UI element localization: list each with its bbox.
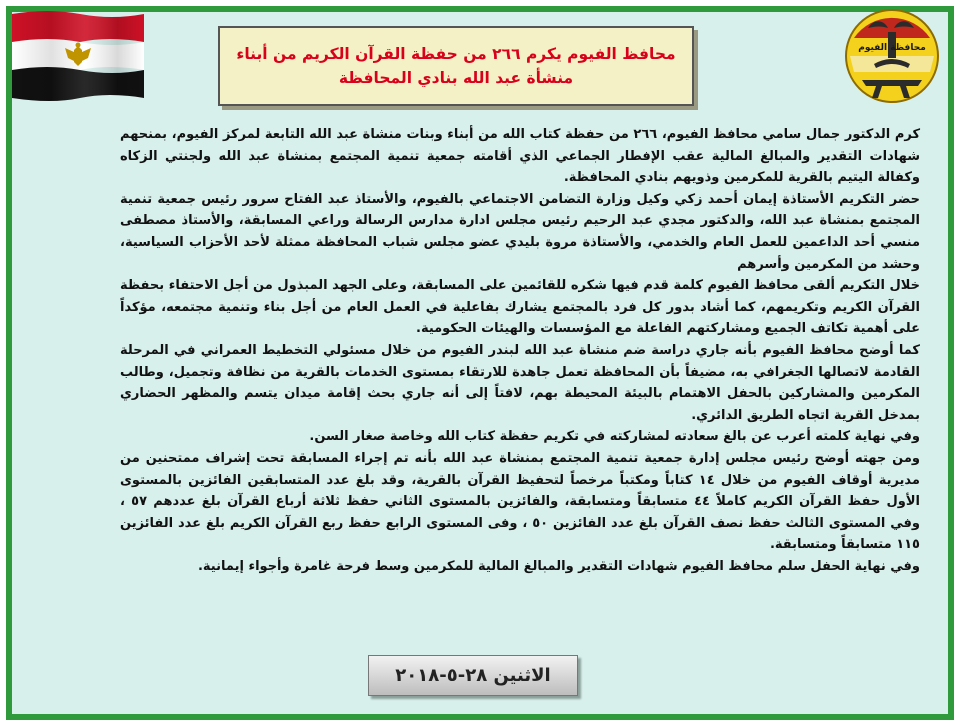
headline-line-1: محافظ الفيوم يكرم ٢٦٦ من حفظة القرآن الكريم من أبناء [236, 45, 676, 63]
fayoum-governorate-logo-icon [838, 6, 946, 106]
logo-text: محافظة الفيوم [858, 43, 926, 53]
article-paragraph: خلال التكريم ألقى محافظ الفيوم كلمة قدم فيها شكره للقائمين على المسابقة، وعلى الجهد المبذول من أجل الاحتفاء بحفظة القرآن الكريم وتكريمهم، كما أشاد بدور كل فرد بالمجتمع يشارك بفاعلية في العمل العام من أجل بناء وتنمية مجتمعه، مؤكداً على أهمية تكاتف الجميع ومشاركتهم الفاعلة مع المؤسسات والهيئات الحكومية. [120, 278, 920, 337]
article-paragraph: وفي نهاية الحفل سلم محافظ الفيوم شهادات التقدير والمبالغ المالية للمكرمين وسط فرحة غامرة وأجواء إيمانية. [197, 558, 920, 574]
date-badge [368, 655, 578, 696]
egypt-flag-icon [8, 8, 146, 104]
article-paragraph: وفي نهاية كلمته أعرب عن بالغ سعادته لمشاركته في تكريم حفظة كتاب الله وخاصة صغار السن. [309, 429, 920, 445]
article-paragraph: كما أوضح محافظ الفيوم بأنه جاري دراسة ضم منشاة عبد الله لبندر الفيوم من خلال مسئولي التخطيط العمراني في المرحلة القادمة لاتصالها الجغرافي به، مضيفاً بأن المحافظة تعمل جاهدة للارتقاء بمستوى الخدمات بالقرية من نظافة وتجميل، وطالب المكرمين والمشاركين بالحفل الاهتمام بالبيئة المحيطة بهم، لافتاً إلى أنه جاري بحث إقامة ميدان يتسم والمظهر الحضاري بمدخل القرية اتجاه الطريق الدائري. [120, 342, 920, 423]
article-paragraph: ومن جهته أوضح رئيس مجلس إدارة جمعية تنمية المجتمع بمنشاة عبد الله بأنه تم إجراء المسابقة تحت إشراف ممتحنين من مديرية أوقاف الفيوم من خلال ١٤ كتاباً ومكتباً مرخصاً لتحفيظ القرآن بالقرية، وقد بلغ عدد المتسابقين الفائزين بالمستوى الأول حفظ القرآن الكريم كاملاً ٤٤ متسابقاً ومتسابقة، والفائزين بالمستوى الثاني حفظ ثلاثة أرباع القرآن بلغ عددهم ٥٧ ، وفي المستوى الثالث حفظ نصف القرآن بلغ عدد الفائزين ٥٠ ، وفى المستوى الرابع حفظ ربع القرآن الكريم بلغ عدد الفائزين ١١٥ متسابقاً ومتسابقة. [120, 450, 920, 553]
headline-box [218, 26, 694, 106]
date-label: الاثنين ٢٨-٥-٢٠١٨ [395, 665, 551, 686]
article-body [120, 124, 920, 577]
headline-line-2: منشأة عبد الله بنادي المحافظة [338, 69, 574, 87]
article-paragraph: كرم الدكتور جمال سامي محافظ الفيوم، ٢٦٦ من حفظة كتاب الله من أبناء وبنات منشاة عبد الله التابعة لمركز الفيوم، بمنحهم شهادات التقدير والمبالغ المالية عقب الإفطار الجماعي الذي أقامته جمعية تنمية المجتمع بمنشاة عبد الله ولجنتي الزكاه وكفالة اليتيم بالقرية للمكرمين وذويهم بنادي المحافظة. [120, 127, 921, 186]
article-paragraph: حضر التكريم الأستاذة إيمان أحمد زكي وكيل وزارة التضامن الاجتماعي بالفيوم، والأستاذ عبد الفتاح سرور رئيس جمعية تنمية المجتمع بمنشاة عبد الله، والدكتور مجدي عبد الرحيم رئيس مجلس ادارة مدارس الرسالة وراعي المسابقة، والأستاذ مصطفى منسي أحد الداعمين للعمل العام والخدمي، والأستاذة مروة بليدي عضو مجلس شباب المحافظة ممثلة لأحد الأحزاب السياسية، وحشد من المكرمين وأسرهم [120, 191, 920, 272]
